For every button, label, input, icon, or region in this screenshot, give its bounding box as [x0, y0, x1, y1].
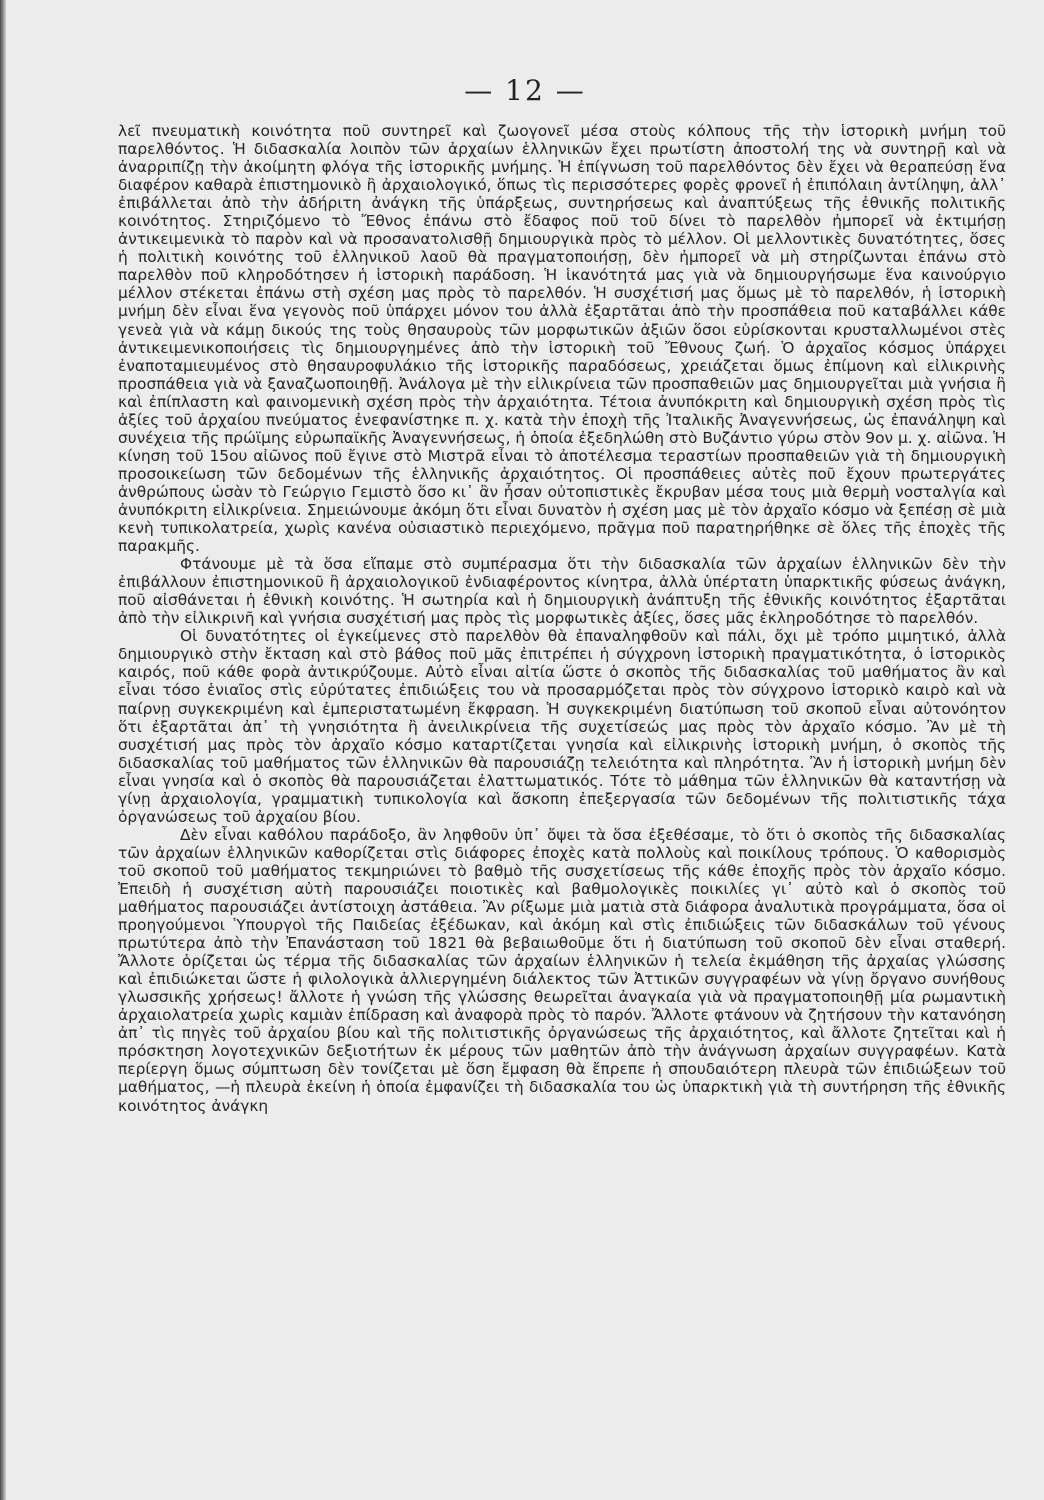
page-number: — 12 — [464, 74, 586, 107]
paragraph: Φτάνουμε μὲ τὰ ὅσα εἴπαμε στὸ συμπέρασμα ὅτι τὴν διδασκαλία τῶν ἀρχαίων ἑλληνικῶν δὲν τὴν ἐπιβάλλουν ἐπιστημονικοῦ ἢ ἀρχαιολογικοῦ ἐνδιαφέροντος κίνητρα, ἀλλὰ ὑπέρτατη ὑπαρκτικῆς φύσεως ἀνάγκη, ποῦ αἰσθάνεται ἡ ἐθνικὴ κοινότης. Ἡ σωτηρία καὶ ἡ δημιουργικὴ ἀνάπτυξη τῆς ἐθνικῆς κοινότητος ἐξαρτᾶται ἀπὸ τὴν εἰλικρινῆ καὶ γνήσια συσχέτισή μας πρὸς τὶς μορφωτικὲς ἀξίες, ὅσες μᾶς ἐκληροδότησε τὸ παρελθόν. [118, 555, 1006, 628]
paragraph: λεῖ πνευματικὴ κοινότητα ποῦ συντηρεῖ καὶ ζωογονεῖ μέσα στοὺς κόλπους τῆς τὴν ἱστορικὴ μνήμη τοῦ παρελθόντος. Ἡ διδασκαλία λοιπὸν τῶν ἀρχαίων ἑλληνικῶν ἔχει πρωτίστη ἀποστολή της νὰ συντηρῇ καὶ νὰ ἀναρριπίζῃ τὴν ἀκοίμητη φλόγα τῆς ἱστορικῆς μνήμης. Ἡ ἐπίγνωση τοῦ παρελθόντος δὲν ἔχει νὰ θεραπεύσῃ ἕνα διαφέρον καθαρὰ ἐπιστημονικὸ ἢ ἀρχαιολογικό, ὅπως τὶς περισσότερες φορὲς φρονεῖ ἡ ἐπιπόλαιη ἀντίληψη, ἀλλ᾽ ἐπιβάλλεται ἀπὸ τὴν ἀδήριτη ἀνάγκη τῆς ὑπάρξεως, συντηρήσεως καὶ ἀναπτύξεως τῆς ἐθνικῆς πολιτικῆς κοινότητος. Στηριζόμενο τὸ Ἔθνος ἐπάνω στὸ ἔδαφος ποῦ τοῦ δίνει τὸ παρελθὸν ἠμπορεῖ νὰ ἐκτιμήσῃ ἀντικειμενικὰ τὸ παρὸν καὶ νὰ προσανατολισθῇ δημιουργικὰ πρὸς τὸ μέλλον. Οἱ μελλοντικὲς δυνατότητες, ὅσες ἡ πολιτικὴ κοινότης τοῦ ἑλληνικοῦ λαοῦ θὰ πραγματοποιήσῃ, δὲν ἠμπορεῖ νὰ μὴ στηρίζωνται ἐπάνω στὸ παρελθὸν ποῦ κληροδότησεν ἡ ἱστορικὴ παράδοση. Ἡ ἱκανότητά μας γιὰ νὰ δημιουργήσωμε ἕνα καινούργιο μέλλον στέκεται ἐπάνω στὴ σχέση μας πρὸς τὸ παρελθόν. Ἡ συσχέτισή μας ὅμως μὲ τὸ παρελθόν, ἡ ἱστορικὴ μνήμη δὲν εἶναι ἕνα γεγονὸς ποῦ ὑπάρχει μόνον του ἀλλὰ ἐξαρτᾶται ἀπὸ τὴν προσπάθεια ποῦ καταβάλλει κάθε γενεὰ γιὰ νὰ κάμῃ δικούς της τοὺς θησαυροὺς τῶν μορφωτικῶν ἀξιῶν ὅσοι εὑρίσκονται κρυσταλλωμένοι στὲς ἀντικειμενικοποιήσεις τὶς δημιουργημένες ἀπὸ τὴν ἱστορικὴ τοῦ Ἔθνους ζωή. Ὁ ἀρχαῖος κόσμος ὑπάρχει ἐναποταμιευμένος στὸ θησαυροφυλάκιο τῆς ἱστορικῆς παραδόσεως, χρειάζεται ὅμως ἐπίμονη καὶ εἰλικρινὴς προσπάθεια γιὰ νὰ ξαναζωοποιηθῇ. Ἀνάλογα μὲ τὴν εἰλικρίνεια τῶν προσπαθειῶν μας δημιουργεῖται μιὰ γνήσια ἢ καὶ ἐπίπλαστη καὶ φαινομενικὴ σχέση πρὸς τὴν ἀρχαιότητα. Τέτοια ἀνυπόκριτη καὶ δημιουργικὴ σχέση πρὸς τὶς ἀξίες τοῦ ἀρχαίου πνεύματος ἐνεφανίστηκε π. χ. κατὰ τὴν ἐποχὴ τῆς Ἰταλικῆς Ἀναγεννήσεως, ὡς ἐπανάληψη καὶ συνέχεια τῆς πρώϊμης εὐρωπαϊκῆς Ἀναγεννήσεως, ἡ ὁποία ἐξεδηλώθη στὸ Βυζάντιο γύρω στὸν 9ον μ. χ. αἰῶνα. Ἡ κίνηση τοῦ 15ου αἰῶνος ποῦ ἔγινε στὸ Μιστρᾶ εἶναι τὸ ἀποτέλεσμα τεραστίων προσπαθειῶν γιὰ τὴ δημιουργικὴ προσοικείωση τῶν δεδομένων τῆς ἑλληνικῆς ἀρχαιότητος. Οἱ προσπάθειες αὐτὲς ποῦ ἔχουν πρωτεργάτες ἀνθρώπους ὡσὰν τὸ Γεώργιο Γεμιστὸ ὅσο κι᾽ ἂν ἦσαν οὐτοπιστικὲς ἔκρυβαν μέσα τους μιὰ θερμὴ νοσταλγία καὶ ἀνυπόκριτη εἰλικρίνεια. Σημειώνουμε ἀκόμη ὅτι εἶναι δυνατὸν ἡ σχέση μας μὲ τὸν ἀρχαῖο κόσμο νὰ ξεπέσῃ σὲ μιὰ κενὴ τυπικολατρεία, χωρὶς κανένα οὐσιαστικὸ περιεχόμενο, πρᾶγμα ποῦ παρατηρήθηκε σὲ ὅλες τῆς ἐποχὲς τῆς παρακμῆς. [118, 122, 1006, 556]
paragraph: Δὲν εἶναι καθόλου παράδοξο, ἂν ληφθοῦν ὑπ᾽ ὄψει τὰ ὅσα ἐξεθέσαμε, τὸ ὅτι ὁ σκοπὸς τῆς διδασκαλίας τῶν ἀρχαίων ἑλληνικῶν καθορίζεται στὶς διάφορες ἐποχὲς κατὰ πολλοὺς καὶ ποικίλους τρόπους. Ὁ καθορισμὸς τοῦ σκοποῦ τοῦ μαθήματος τεκμηριώνει τὸ βαθμὸ τῆς συσχετίσεως τῆς κάθε ἐποχῆς πρὸς τὸν ἀρχαῖο κόσμο. Ἐπειδὴ ἡ συσχέτιση αὐτὴ παρουσιάζει ποιοτικὲς καὶ βαθμολογικὲς ποικιλίες γι᾽ αὐτὸ καὶ ὁ σκοπὸς τοῦ μαθήματος παρουσιάζει ἀντίστοιχη ἀστάθεια. Ἂν ρίξωμε μιὰ ματιὰ στὰ διάφορα ἀναλυτικὰ προγράμματα, ὅσα οἱ προηγούμενοι Ὑπουργοὶ τῆς Παιδείας ἐξέδωκαν, καὶ ἀκόμη καὶ στὶς ἐπιδιώξεις τῶν διδασκάλων τοῦ γένους πρωτύτερα ἀπὸ τὴν Ἐπανάσταση τοῦ 1821 θὰ βεβαιωθοῦμε ὅτι ἡ διατύπωση τοῦ σκοποῦ δὲν εἶναι σταθερή. Ἄλλοτε ὁρίζεται ὡς τέρμα τῆς διδασκαλίας τῶν ἀρχαίων ἑλληνικῶν ἡ τελεία ἐκμάθηση τῆς ἀρχαίας γλώσσης καὶ ἐπιδιώκεται ὥστε ἡ φιλολογικὰ ἀλλιεργημένη διάλεκτος τῶν Ἀττικῶν συγγραφέων νὰ γίνῃ ὄργανο συνήθους γλωσσικῆς χρήσεως! ἄλλοτε ἡ γνώση τῆς γλώσσης θεωρεῖται ἀναγκαία γιὰ νὰ πραγματοποιηθῇ μία ρωμαντικὴ ἀρχαιολατρεία χωρὶς καμιὰν ἐπίδραση καὶ ἀναφορὰ πρὸς τὸ παρόν. Ἄλλοτε φτάνουν νὰ ζητήσουν τὴν κατανόηση ἀπ᾽ τὶς πηγὲς τοῦ ἀρχαίου βίου καὶ τῆς πολιτιστικῆς ὀργανώσεως τῆς ἀρχαιότητος, καὶ ἄλλοτε ζητεῖται καὶ ἡ πρόσκτηση λογοτεχνικῶν δεξιοτήτων ἐκ μέρους τῶν μαθητῶν ἀπὸ τὴν ἀνάγνωση ἀρχαίων συγγραφέων. Κατὰ περίεργη ὅμως σύμπτωση δὲν τονίζεται μὲ ὅση ἔμφαση θὰ ἔπρεπε ἡ σπουδαιότερη πλευρὰ τῶν ἐπιδιώξεων τοῦ μαθήματος, —ἡ πλευρὰ ἐκείνη ἡ ὁποία ἐμφανίζει τὴ διδασκαλία του ὡς ὑπαρκτικὴ γιὰ τὴ συντήρηση τῆς ἐθνικῆς κοινότητος ἀνάγκη [118, 825, 1006, 1115]
document-page [6, 0, 1044, 1500]
body-text [118, 122, 1006, 1115]
paragraph: Οἱ δυνατότητες οἱ ἐγκείμενες στὸ παρελθὸν θὰ ἐπαναληφθοῦν καὶ πάλι, ὄχι μὲ τρόπο μιμητικό, ἀλλὰ δημιουργικὸ στὴν ἔκταση καὶ στὸ βάθος ποῦ μᾶς ἐπιτρέπει ἡ σύγχρονη ἱστορικὴ πραγματικότητα, ὁ ἱστορικὸς καιρός, ποῦ κάθε φορὰ ἀντικρύζουμε. Αὐτὸ εἶναι αἰτία ὥστε ὁ σκοπὸς τῆς διδασκαλίας τοῦ μαθήματος ἂν καὶ εἶναι τόσο ἑνιαῖος στὶς εὐρύτατες ἐπιδιώξεις του νὰ προσαρμόζεται πρὸς τὸν σύγχρονο ἱστορικὸ καιρὸ καὶ νὰ παίρνῃ συγκεκριμένη καὶ ἐμπεριστατωμένη ἔκφραση. Ἡ συγκεκριμένη διατύπωση τοῦ σκοποῦ εἶναι αὐτονόητον ὅτι ἐξαρτᾶται ἀπ᾽ τὴ γνησιότητα ἢ ἀνειλικρίνεια τῆς συχετίσεώς μας πρὸς τὸν ἀρχαῖο κόσμο. Ἂν μὲ τὴ συσχέτισή μας πρὸς τὸν ἀρχαῖο κόσμο καταρτίζεται γνησία καὶ εἰλικρινὴς ἱστορικὴ μνήμη, ὁ σκοπὸς τῆς διδασκαλίας τοῦ μαθήματος τῶν ἑλληνικῶν θὰ παρουσιάζῃ τελειότητα καὶ πληρότητα. Ἂν ἡ ἱστορικὴ μνήμη δὲν εἶναι γνησία καὶ ὁ σκοπὸς θὰ παρουσιάζεται ἐλαττωματικός. Τότε τὸ μάθημα τῶν ἑλληνικῶν θὰ καταντήσῃ νὰ γίνῃ ἀρχαιολογία, γραμματικὴ τυπικολογία καὶ ἄσκοπη ἐπεξεργασία τῶν δεδομένων τῆς πολιτιστικῆς τάχα ὀργανώσεως τοῦ ἀρχαίου βίου. [118, 627, 1006, 826]
